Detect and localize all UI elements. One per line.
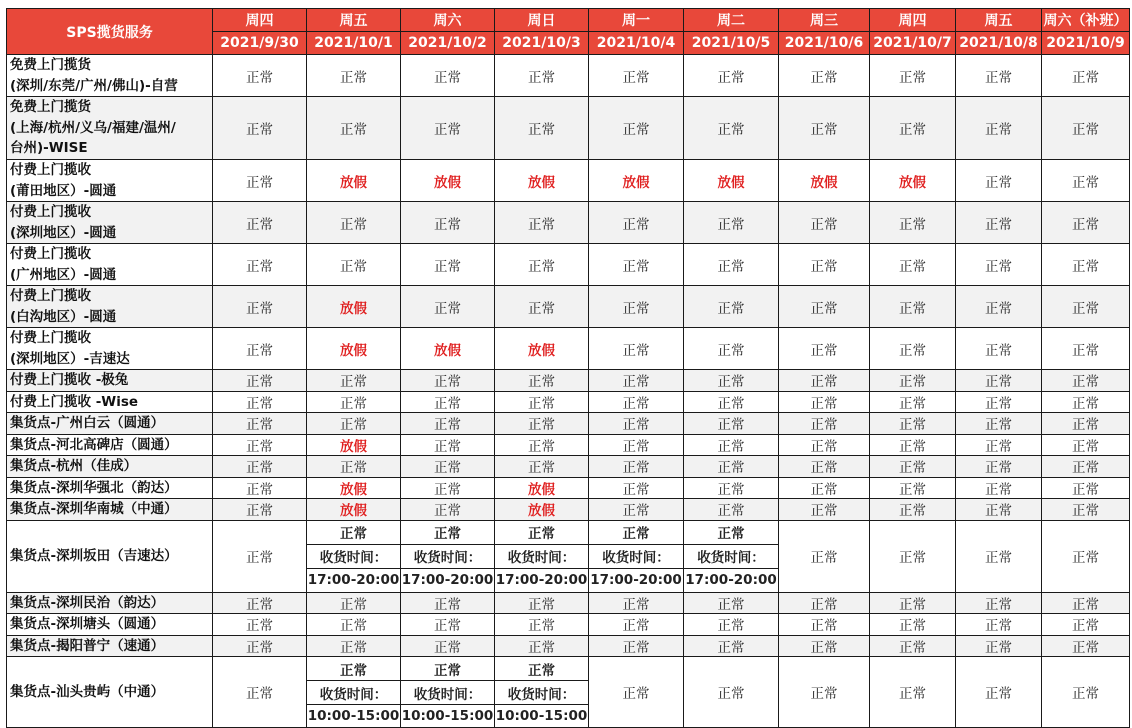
status-normal: 正常 <box>589 499 684 521</box>
service-name-line: (深圳地区）-圆通 <box>10 224 117 241</box>
status-normal: 正常 <box>589 456 684 478</box>
status-holiday: 放假 <box>589 160 684 202</box>
status-normal: 正常 <box>495 657 589 681</box>
status-normal: 正常 <box>870 391 956 413</box>
status-normal: 正常 <box>213 97 307 160</box>
status-normal: 正常 <box>684 391 779 413</box>
status-normal: 正常 <box>589 434 684 456</box>
service-name-line: 付费上门揽收 <box>10 204 91 220</box>
service-name-line: (深圳/东莞/广州/佛山)-自营 <box>10 77 178 94</box>
status-normal: 正常 <box>589 286 684 328</box>
table-row <box>7 614 1130 636</box>
status-normal: 正常 <box>870 434 956 456</box>
status-normal: 正常 <box>870 286 956 328</box>
status-normal: 正常 <box>1042 328 1130 370</box>
status-normal: 正常 <box>956 477 1042 499</box>
status-normal: 正常 <box>956 286 1042 328</box>
service-name <box>7 592 213 614</box>
date-header: 2021/10/8 <box>956 32 1042 55</box>
status-normal: 正常 <box>956 202 1042 244</box>
status-normal: 正常 <box>870 520 956 592</box>
status-holiday: 放假 <box>495 160 589 202</box>
status-normal: 正常 <box>684 657 779 728</box>
status-normal: 正常 <box>684 592 779 614</box>
status-holiday: 放假 <box>870 160 956 202</box>
status-normal: 正常 <box>956 328 1042 370</box>
status-normal: 正常 <box>779 97 870 160</box>
service-name <box>7 244 213 286</box>
service-name-line: (白沟地区）-圆通 <box>10 308 117 325</box>
status-normal: 正常 <box>213 413 307 435</box>
status-normal: 正常 <box>684 328 779 370</box>
status-holiday: 放假 <box>307 328 401 370</box>
status-normal: 正常 <box>307 520 401 544</box>
status-normal: 正常 <box>870 328 956 370</box>
status-holiday: 放假 <box>684 160 779 202</box>
status-normal: 正常 <box>1042 499 1130 521</box>
status-normal: 正常 <box>1042 160 1130 202</box>
table-row <box>7 286 1130 328</box>
status-normal: 正常 <box>213 370 307 392</box>
status-normal: 正常 <box>779 244 870 286</box>
status-normal: 正常 <box>401 286 495 328</box>
status-normal: 正常 <box>870 456 956 478</box>
status-normal: 正常 <box>956 456 1042 478</box>
status-normal: 正常 <box>956 592 1042 614</box>
status-normal: 正常 <box>779 55 870 97</box>
receiving-time-hours: 17:00-20:00 <box>307 568 401 592</box>
status-normal: 正常 <box>1042 202 1130 244</box>
status-normal: 正常 <box>779 499 870 521</box>
status-normal: 正常 <box>589 635 684 657</box>
status-normal: 正常 <box>589 202 684 244</box>
status-normal: 正常 <box>684 499 779 521</box>
status-normal: 正常 <box>870 244 956 286</box>
status-normal: 正常 <box>495 55 589 97</box>
status-normal: 正常 <box>684 286 779 328</box>
service-name-line: 集货点-广州白云（圆通） <box>10 415 165 431</box>
weekday-header: 周四 <box>870 9 956 32</box>
status-normal: 正常 <box>213 499 307 521</box>
status-normal: 正常 <box>684 434 779 456</box>
status-normal: 正常 <box>213 657 307 728</box>
service-name <box>7 635 213 657</box>
status-holiday: 放假 <box>495 477 589 499</box>
status-normal: 正常 <box>779 413 870 435</box>
service-name-line: 付费上门揽收 <box>10 288 91 304</box>
table-row <box>7 391 1130 413</box>
weekday-header: 周一 <box>589 9 684 32</box>
weekday-header: 周二 <box>684 9 779 32</box>
table-row <box>7 520 1130 544</box>
status-normal: 正常 <box>213 592 307 614</box>
status-normal: 正常 <box>956 244 1042 286</box>
status-normal: 正常 <box>956 614 1042 636</box>
status-normal: 正常 <box>589 592 684 614</box>
date-header: 2021/10/5 <box>684 32 779 55</box>
status-normal: 正常 <box>779 635 870 657</box>
service-name-line: (深圳地区）-吉速达 <box>10 350 130 367</box>
status-normal: 正常 <box>307 370 401 392</box>
status-normal: 正常 <box>213 456 307 478</box>
service-name-line: 付费上门揽收 -极兔 <box>10 372 129 388</box>
status-normal: 正常 <box>495 413 589 435</box>
status-normal: 正常 <box>401 657 495 681</box>
service-name-line: 付费上门揽收 <box>10 246 91 262</box>
table-row <box>7 592 1130 614</box>
receiving-time-label: 收货时间： <box>307 544 401 568</box>
status-normal: 正常 <box>213 202 307 244</box>
status-normal: 正常 <box>1042 370 1130 392</box>
table-row <box>7 202 1130 244</box>
status-normal: 正常 <box>1042 413 1130 435</box>
weekday-header: 周日 <box>495 9 589 32</box>
receiving-time-hours: 10:00-15:00 <box>307 705 401 728</box>
status-normal: 正常 <box>589 328 684 370</box>
status-normal: 正常 <box>213 328 307 370</box>
status-normal: 正常 <box>684 413 779 435</box>
status-normal: 正常 <box>589 370 684 392</box>
service-name <box>7 434 213 456</box>
status-normal: 正常 <box>1042 635 1130 657</box>
status-normal: 正常 <box>779 202 870 244</box>
status-holiday: 放假 <box>307 160 401 202</box>
status-normal: 正常 <box>684 614 779 636</box>
status-normal: 正常 <box>779 657 870 728</box>
status-normal: 正常 <box>495 520 589 544</box>
service-name-line: 付费上门揽收 -Wise <box>10 393 139 410</box>
table-row <box>7 499 1130 521</box>
weekday-header: 周六 <box>401 9 495 32</box>
status-normal: 正常 <box>401 614 495 636</box>
status-normal: 正常 <box>956 55 1042 97</box>
status-normal: 正常 <box>213 160 307 202</box>
status-normal: 正常 <box>779 391 870 413</box>
status-normal: 正常 <box>684 456 779 478</box>
table-row <box>7 657 1130 681</box>
status-normal: 正常 <box>307 202 401 244</box>
status-normal: 正常 <box>956 160 1042 202</box>
service-name <box>7 328 213 370</box>
status-normal: 正常 <box>779 520 870 592</box>
status-normal: 正常 <box>401 413 495 435</box>
status-normal: 正常 <box>589 97 684 160</box>
status-normal: 正常 <box>213 614 307 636</box>
service-name <box>7 499 213 521</box>
status-normal: 正常 <box>956 391 1042 413</box>
status-normal: 正常 <box>956 434 1042 456</box>
status-holiday: 放假 <box>495 499 589 521</box>
status-normal: 正常 <box>870 499 956 521</box>
status-normal: 正常 <box>589 657 684 728</box>
status-normal: 正常 <box>956 413 1042 435</box>
status-normal: 正常 <box>401 635 495 657</box>
status-normal: 正常 <box>1042 434 1130 456</box>
status-holiday: 放假 <box>779 160 870 202</box>
weekday-header: 周三 <box>779 9 870 32</box>
status-normal: 正常 <box>307 592 401 614</box>
status-normal: 正常 <box>307 55 401 97</box>
status-normal: 正常 <box>495 391 589 413</box>
status-normal: 正常 <box>1042 592 1130 614</box>
service-name-line: 集货点-深圳民治（韵达） <box>10 594 165 611</box>
service-name <box>7 97 213 160</box>
status-normal: 正常 <box>495 592 589 614</box>
status-normal: 正常 <box>307 413 401 435</box>
status-normal: 正常 <box>684 477 779 499</box>
receiving-time-hours: 10:00-15:00 <box>495 705 589 728</box>
service-name-line: 台州)-WISE <box>10 140 88 157</box>
status-normal: 正常 <box>684 202 779 244</box>
date-header: 2021/10/9 <box>1042 32 1130 55</box>
status-normal: 正常 <box>956 520 1042 592</box>
status-normal: 正常 <box>779 456 870 478</box>
service-name-line: 付费上门揽收 <box>10 330 91 346</box>
table-row <box>7 328 1130 370</box>
status-normal: 正常 <box>870 413 956 435</box>
date-header: 2021/10/2 <box>401 32 495 55</box>
service-name <box>7 391 213 413</box>
table-row <box>7 370 1130 392</box>
receiving-time-label: 收货时间： <box>495 544 589 568</box>
status-normal: 正常 <box>401 456 495 478</box>
status-normal: 正常 <box>589 391 684 413</box>
status-holiday: 放假 <box>401 160 495 202</box>
table-row <box>7 244 1130 286</box>
receiving-time-label: 收货时间： <box>684 544 779 568</box>
status-normal: 正常 <box>495 635 589 657</box>
weekday-header: 周五 <box>307 9 401 32</box>
service-name <box>7 370 213 392</box>
table-row <box>7 55 1130 97</box>
table-row <box>7 97 1130 160</box>
status-normal: 正常 <box>684 97 779 160</box>
date-header: 2021/10/6 <box>779 32 870 55</box>
status-normal: 正常 <box>589 477 684 499</box>
status-normal: 正常 <box>1042 456 1130 478</box>
status-normal: 正常 <box>1042 55 1130 97</box>
status-normal: 正常 <box>213 520 307 592</box>
status-normal: 正常 <box>213 477 307 499</box>
status-normal: 正常 <box>684 370 779 392</box>
status-normal: 正常 <box>1042 657 1130 728</box>
receiving-time-label: 收货时间： <box>307 681 401 705</box>
status-normal: 正常 <box>401 97 495 160</box>
status-normal: 正常 <box>956 499 1042 521</box>
status-normal: 正常 <box>779 370 870 392</box>
weekday-header: 周四 <box>213 9 307 32</box>
status-normal: 正常 <box>870 370 956 392</box>
service-name <box>7 413 213 435</box>
receiving-time-hours: 17:00-20:00 <box>684 568 779 592</box>
service-name-line: 集货点-深圳华强北（韵达） <box>10 479 178 496</box>
status-normal: 正常 <box>307 456 401 478</box>
status-normal: 正常 <box>956 635 1042 657</box>
status-normal: 正常 <box>956 370 1042 392</box>
status-normal: 正常 <box>684 520 779 544</box>
service-name <box>7 55 213 97</box>
status-normal: 正常 <box>684 244 779 286</box>
service-name <box>7 456 213 478</box>
status-normal: 正常 <box>779 434 870 456</box>
status-normal: 正常 <box>870 635 956 657</box>
status-normal: 正常 <box>589 244 684 286</box>
service-name-line: 集货点-杭州（佳成） <box>10 458 138 474</box>
status-normal: 正常 <box>870 657 956 728</box>
receiving-time-label: 收货时间： <box>589 544 684 568</box>
service-name <box>7 614 213 636</box>
service-name <box>7 202 213 244</box>
status-normal: 正常 <box>307 635 401 657</box>
status-normal: 正常 <box>495 370 589 392</box>
status-normal: 正常 <box>1042 391 1130 413</box>
status-normal: 正常 <box>495 286 589 328</box>
date-header: 2021/10/3 <box>495 32 589 55</box>
status-normal: 正常 <box>779 614 870 636</box>
status-normal: 正常 <box>779 286 870 328</box>
service-name-line: (上海/杭州/义乌/福建/温州/ <box>10 119 176 136</box>
status-normal: 正常 <box>684 55 779 97</box>
status-normal: 正常 <box>495 97 589 160</box>
status-normal: 正常 <box>495 244 589 286</box>
receiving-time-label: 收货时间： <box>495 681 589 705</box>
service-name-line: (广州地区）-圆通 <box>10 266 117 283</box>
service-name <box>7 286 213 328</box>
status-normal: 正常 <box>495 456 589 478</box>
status-normal: 正常 <box>401 499 495 521</box>
status-normal: 正常 <box>401 477 495 499</box>
status-normal: 正常 <box>307 244 401 286</box>
status-normal: 正常 <box>779 592 870 614</box>
table-row <box>7 635 1130 657</box>
status-holiday: 放假 <box>307 286 401 328</box>
service-name-line: 免费上门揽货 <box>10 57 91 73</box>
service-name: 集货点-汕头贵屿（中通） <box>7 657 213 728</box>
status-normal: 正常 <box>1042 97 1130 160</box>
table-row <box>7 477 1130 499</box>
service-name-line: 付费上门揽收 <box>10 162 91 178</box>
status-normal: 正常 <box>401 244 495 286</box>
table-row <box>7 160 1130 202</box>
status-normal: 正常 <box>779 328 870 370</box>
status-normal: 正常 <box>956 97 1042 160</box>
table-header <box>7 9 1130 55</box>
status-normal: 正常 <box>870 97 956 160</box>
date-header: 2021/10/1 <box>307 32 401 55</box>
status-normal: 正常 <box>1042 520 1130 592</box>
table-row <box>7 413 1130 435</box>
receiving-time-hours: 17:00-20:00 <box>495 568 589 592</box>
status-holiday: 放假 <box>307 499 401 521</box>
status-normal: 正常 <box>401 434 495 456</box>
holiday-schedule-table <box>6 8 1130 728</box>
status-normal: 正常 <box>589 614 684 636</box>
status-normal: 正常 <box>307 391 401 413</box>
status-normal: 正常 <box>401 202 495 244</box>
service-column-header: SPS揽货服务 <box>7 9 213 55</box>
status-normal: 正常 <box>213 55 307 97</box>
status-normal: 正常 <box>213 391 307 413</box>
receiving-time-hours: 10:00-15:00 <box>401 705 495 728</box>
status-normal: 正常 <box>956 657 1042 728</box>
status-holiday: 放假 <box>495 328 589 370</box>
receiving-time-label: 收货时间： <box>401 681 495 705</box>
service-name <box>7 160 213 202</box>
status-holiday: 放假 <box>401 328 495 370</box>
weekday-header: 周六（补班） <box>1042 9 1130 32</box>
status-normal: 正常 <box>213 434 307 456</box>
status-normal: 正常 <box>213 244 307 286</box>
service-name-line: (莆田地区）-圆通 <box>10 182 117 199</box>
status-holiday: 放假 <box>307 434 401 456</box>
status-normal: 正常 <box>870 55 956 97</box>
date-header: 2021/10/7 <box>870 32 956 55</box>
status-normal: 正常 <box>213 635 307 657</box>
status-normal: 正常 <box>213 286 307 328</box>
status-normal: 正常 <box>401 592 495 614</box>
status-normal: 正常 <box>684 635 779 657</box>
status-normal: 正常 <box>401 55 495 97</box>
service-name: 集货点-深圳坂田（吉速达） <box>7 520 213 592</box>
status-normal: 正常 <box>495 202 589 244</box>
status-normal: 正常 <box>870 202 956 244</box>
table-row <box>7 434 1130 456</box>
status-normal: 正常 <box>589 520 684 544</box>
status-normal: 正常 <box>307 657 401 681</box>
service-name-line: 集货点-深圳塘头（圆通） <box>10 616 165 632</box>
service-name <box>7 477 213 499</box>
status-normal: 正常 <box>401 391 495 413</box>
status-normal: 正常 <box>1042 286 1130 328</box>
status-normal: 正常 <box>870 614 956 636</box>
status-normal: 正常 <box>495 434 589 456</box>
status-normal: 正常 <box>401 370 495 392</box>
table-body <box>7 55 1130 728</box>
status-normal: 正常 <box>307 614 401 636</box>
date-header: 2021/9/30 <box>213 32 307 55</box>
receiving-time-label: 收货时间： <box>401 544 495 568</box>
status-normal: 正常 <box>1042 244 1130 286</box>
status-normal: 正常 <box>401 520 495 544</box>
service-name-line: 集货点-河北高碑店（圆通） <box>10 436 178 453</box>
date-header: 2021/10/4 <box>589 32 684 55</box>
service-name-line: 集货点-深圳华南城（中通） <box>10 501 178 517</box>
status-normal: 正常 <box>1042 614 1130 636</box>
status-normal: 正常 <box>589 55 684 97</box>
service-name-line: 集货点-揭阳普宁（速通） <box>10 637 165 654</box>
status-normal: 正常 <box>779 477 870 499</box>
status-normal: 正常 <box>589 413 684 435</box>
status-normal: 正常 <box>870 592 956 614</box>
service-name-line: 免费上门揽货 <box>10 99 91 116</box>
status-normal: 正常 <box>1042 477 1130 499</box>
receiving-time-hours: 17:00-20:00 <box>589 568 684 592</box>
status-holiday: 放假 <box>307 477 401 499</box>
status-normal: 正常 <box>870 477 956 499</box>
receiving-time-hours: 17:00-20:00 <box>401 568 495 592</box>
table-row <box>7 456 1130 478</box>
status-normal: 正常 <box>495 614 589 636</box>
weekday-header: 周五 <box>956 9 1042 32</box>
status-normal: 正常 <box>307 97 401 160</box>
